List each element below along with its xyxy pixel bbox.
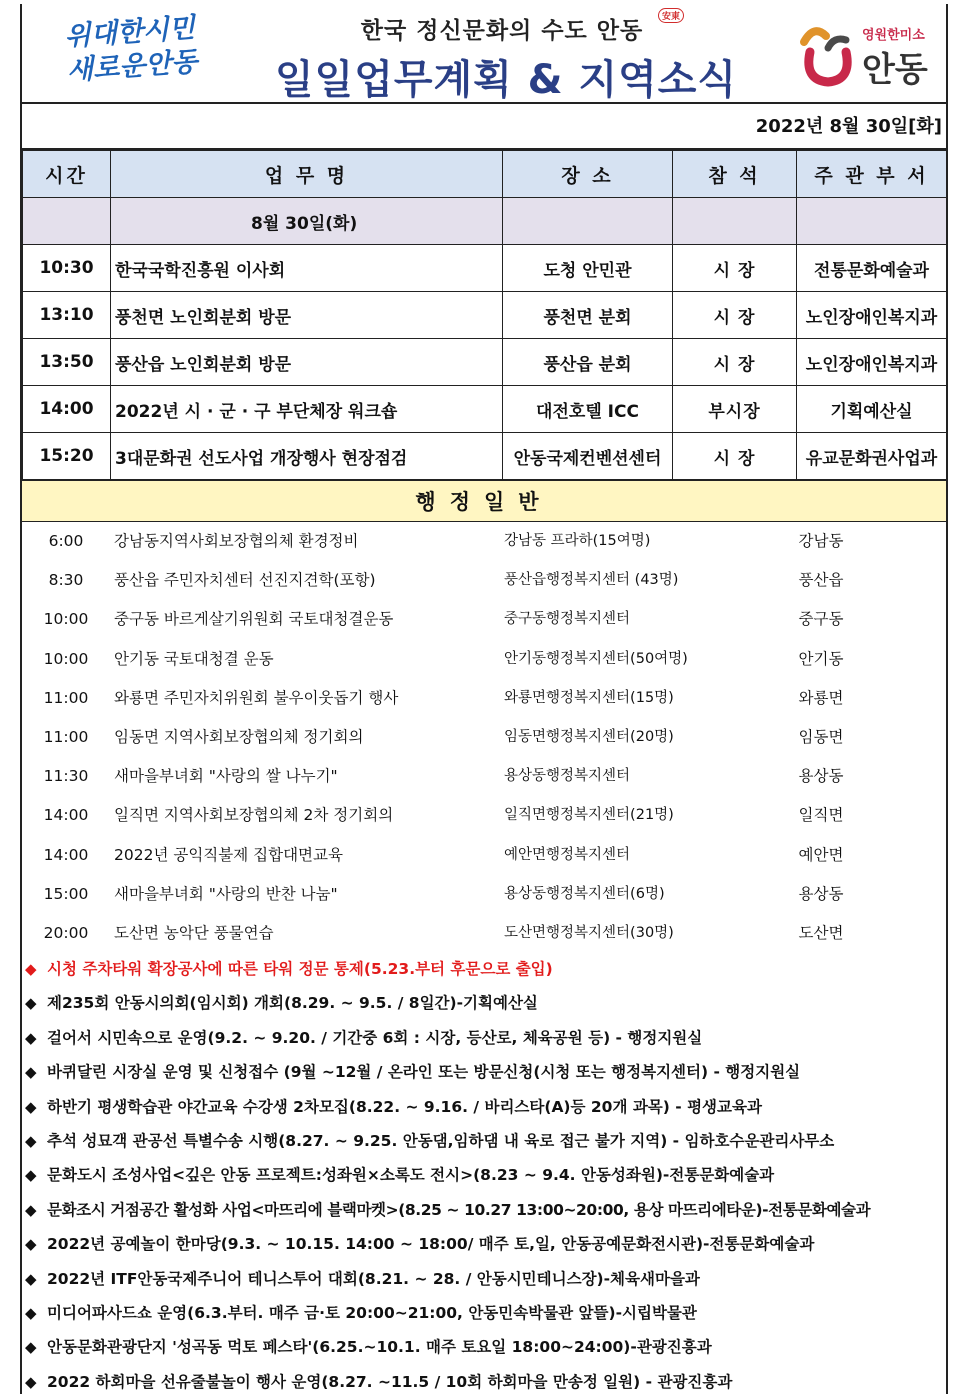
notice-text: 시청 주차타워 확장공사에 따른 타워 정문 통제(5.23.부터 후문으로 출입) [47,960,553,978]
notice-item [22,1296,946,1330]
column-header-dept: 주 관 부 서 [797,151,947,198]
column-header-task: 업 무 명 [111,151,503,198]
notice-text: 문화도시 조성사업<깊은 안동 프로젝트:성좌원×소록도 전시>(8.23 ~ 9.4. 안동성좌원)-전통문화예술과 [47,1166,775,1185]
item-place: 용상동행정복지센터 [504,768,631,785]
diamond-bullet-icon: ◆ [25,960,37,978]
item-time: 10:00 [43,610,89,629]
item-dept: 와룡면 [798,688,844,707]
list-item [22,757,946,796]
diamond-bullet-icon: ◆ [25,1372,37,1391]
item-task: 풍산읍 주민자치센터 선진지견학(포항) [114,571,376,590]
row-attendee: 시 장 [673,433,797,480]
item-time: 15:00 [43,884,89,903]
notice-text: 미디어파사드쇼 운영(6.3.부터. 매주 금·토 20:00~21:00, 안동민속박물관 앞뜰)-시립박물관 [47,1303,697,1322]
item-task: 와룡면 주민자치위원회 불우이웃돕기 행사 [114,688,399,707]
day-row-empty-cell [503,198,673,245]
item-dept: 용상동 [798,767,844,786]
list-item [22,640,946,679]
table-row [23,339,947,386]
item-dept: 풍산읍 [798,571,844,590]
notice-text: 2022년 공예놀이 한마당(9.3. ~ 10.15. 14:00 ~ 18:00/ 매주 토,일, 안동공예문화전시관)-전통문화예술과 [47,1235,815,1254]
row-task: 2022년 시 · 군 · 구 부단체장 워크숍 [111,386,503,433]
row-task: 한국국학진흥원 이사회 [111,245,503,292]
schedule-header-row [23,151,947,198]
day-row-empty-cell [673,198,797,245]
diamond-bullet-icon: ◆ [25,1200,37,1219]
row-attendee: 부시장 [673,386,797,433]
notice-item [22,1365,946,1399]
item-dept: 임동면 [798,727,844,746]
notice-text: 문화조시 거점공간 활성화 사업<마뜨리에 블랙마켓>(8.25 ~ 10.27 13:00~20:00, 용상 마뜨리에타운)-전통문화예술과 [47,1200,871,1219]
diamond-bullet-icon: ◆ [25,1303,37,1322]
list-item [22,836,946,875]
notice-item [22,1124,946,1158]
row-time: 13:50 [23,339,111,386]
item-task: 새마을부녀회 "사랑의 반찬 나눔" [114,884,338,903]
row-dept: 전통문화예술과 [797,245,947,292]
notice-item [22,1193,946,1227]
item-dept: 용상동 [798,884,844,903]
item-time: 11:00 [43,688,89,707]
table-row [23,433,947,480]
item-place: 중구동행정복지센터 [504,611,631,628]
slogan-line-1: 위대한시민 [63,12,196,53]
page-title: 일일업무계획 & 지역소식 [274,57,738,103]
item-task: 새마을부녀회 "사랑의 쌀 나누기" [114,767,338,786]
schedule-day-row [23,198,947,245]
item-time: 10:00 [43,649,89,668]
list-item [22,718,946,757]
item-task: 안기동 국토대청결 운동 [114,649,274,668]
item-time: 20:00 [43,923,89,942]
item-time: 6:00 [48,532,84,550]
notice-item [22,1227,946,1261]
diamond-bullet-icon: ◆ [25,1131,37,1150]
notice-text: 안동문화관광단지 '성곡동 먹토 페스타'(6.25.~10.1. 매주 토요일 18:00~24:00)-관광진흥과 [47,1338,712,1357]
notice-item [22,1090,946,1124]
table-row [23,245,947,292]
document-header [22,4,946,104]
list-item [22,679,946,718]
item-dept: 도산면 [798,923,844,942]
row-attendee: 시 장 [673,292,797,339]
list-item [22,796,946,835]
item-place: 안기동행정복지센터(50여명) [504,650,688,667]
notice-text: 추석 성묘객 관공선 특별수송 시행(8.27. ~ 9.25. 안동댐,임하댐 내 육로 접근 불가 지역) - 임하호수운관리사무소 [47,1131,835,1150]
logo-city-name: 안동 [862,50,928,90]
item-place: 도산면행정복지센터(30명) [504,924,674,941]
row-place: 안동국제컨벤션센터 [503,433,673,480]
list-item [22,600,946,639]
item-time: 8:30 [48,571,84,590]
schedule-table [22,150,947,480]
diamond-bullet-icon: ◆ [25,1028,37,1047]
item-time: 11:30 [43,767,89,786]
item-place: 예안면행정복지센터 [504,846,631,863]
row-dept: 기획예산실 [797,386,947,433]
day-row-empty-cell [797,198,947,245]
notice-text: 바퀴달린 시장실 운영 및 신청접수 (9월 ~12월 / 온라인 또는 방문신청(시청 또는 행정복지센터) - 행정지원실 [47,1063,801,1082]
notice-item [22,1158,946,1192]
row-dept: 노인장애인복지과 [797,292,947,339]
table-row [23,292,947,339]
list-item [22,914,946,953]
item-task: 임동면 지역사회보장협의체 정기회의 [114,727,364,746]
notice-text: 제235회 안동시의회(임시회) 개회(8.29. ~ 9.5. / 8일간)-기획예산실 [47,994,538,1013]
diamond-bullet-icon: ◆ [25,1063,37,1082]
column-header-attendee: 참 석 [673,151,797,198]
item-time: 14:00 [43,845,89,864]
notice-text: 2022년 ITF안동국제주니어 테니스투어 대회(8.21. ~ 28. / 안동시민테니스장)-체육새마을과 [47,1269,700,1288]
admin-section-banner: 행정일반 [22,480,946,522]
item-place: 와룡면행정복지센터(15명) [504,689,674,706]
item-place: 강남동 프라하(15여명) [504,533,651,549]
diamond-bullet-icon: ◆ [25,1235,37,1254]
notice-item-highlight [22,952,946,986]
row-attendee: 시 장 [673,245,797,292]
day-label: 8월 30일(화) [111,198,503,245]
row-dept: 유교문화권사업과 [797,433,947,480]
item-dept: 강남동 [798,532,844,550]
row-place: 도청 안민관 [503,245,673,292]
item-task: 도산면 농악단 풍물연습 [114,923,274,942]
row-task: 풍산읍 노인회분회 방문 [111,339,503,386]
item-dept: 예안면 [798,845,844,864]
item-dept: 중구동 [798,610,844,629]
notice-item [22,986,946,1020]
notice-text: 2022 하회마을 선유줄불놀이 행사 운영(8.27. ~11.5 / 10회 하회마을 만송정 일원) - 관광진흥과 [47,1372,733,1391]
item-task: 중구동 바르게살기위원회 국토대청결운동 [114,610,394,629]
notice-item [22,1330,946,1364]
subtitle-badge: 安東 [658,8,684,23]
item-place: 용상동행정복지센터(6명) [504,885,665,902]
notice-text: 하반기 평생학습관 야간교육 수강생 2차모집(8.22. ~ 9.16. / 바리스타(A)등 20개 과목) - 평생교육과 [47,1097,762,1116]
column-header-time: 시간 [23,151,111,198]
notice-list [22,952,946,1399]
row-task: 풍천면 노인회분회 방문 [111,292,503,339]
notice-item [22,1262,946,1296]
list-item [22,522,946,561]
row-place: 풍산읍 분회 [503,339,673,386]
document-sheet [20,4,948,1394]
header-subtitle: 한국 정신문화의 수도 안동 [360,18,644,44]
column-header-place: 장 소 [503,151,673,198]
diamond-bullet-icon: ◆ [25,1269,37,1288]
row-time: 15:20 [23,433,111,480]
row-place: 대전호텔 ICC [503,386,673,433]
diamond-bullet-icon: ◆ [25,1097,37,1116]
list-item [22,875,946,914]
row-time: 14:00 [23,386,111,433]
day-row-empty-cell [23,198,111,245]
slogan-line-2: 새로운안동 [66,46,199,87]
diamond-bullet-icon: ◆ [25,994,37,1013]
notice-item [22,1021,946,1055]
list-item [22,561,946,600]
row-dept: 노인장애인복지과 [797,339,947,386]
row-attendee: 시 장 [673,339,797,386]
table-row [23,386,947,433]
logo-tagline: 영원한미소 [862,28,925,43]
item-dept: 안기동 [798,649,844,668]
row-time: 10:30 [23,245,111,292]
item-place: 임동면행정복지센터(20명) [504,728,674,745]
row-task: 3대문화권 선도사업 개장행사 현장점검 [111,433,503,480]
diamond-bullet-icon: ◆ [25,1338,37,1357]
item-task: 2022년 공익직불제 집합대면교육 [114,845,343,864]
notice-item [22,1055,946,1089]
row-time: 13:10 [23,292,111,339]
item-time: 11:00 [43,727,89,746]
item-time: 14:00 [43,806,89,825]
notice-text: 걸어서 시민속으로 운영(9.2. ~ 9.20. / 기간중 6회 : 시장, 등산로, 체육공원 등) - 행정지원실 [47,1028,703,1047]
item-task: 일직면 지역사회보장협의체 2차 정기회의 [114,806,394,825]
item-task: 강남동지역사회보장협의체 환경정비 [114,532,359,550]
row-place: 풍천면 분회 [503,292,673,339]
andong-logo-icon [794,22,860,88]
item-place: 일직면행정복지센터(21명) [504,807,674,824]
document-date: 2022년 8월 30일[화] [22,104,946,150]
item-place: 풍산읍행정복지센터 (43명) [504,572,679,589]
slogan-logo [34,9,228,90]
admin-list [22,522,946,953]
diamond-bullet-icon: ◆ [25,1166,37,1185]
item-dept: 일직면 [798,806,844,825]
